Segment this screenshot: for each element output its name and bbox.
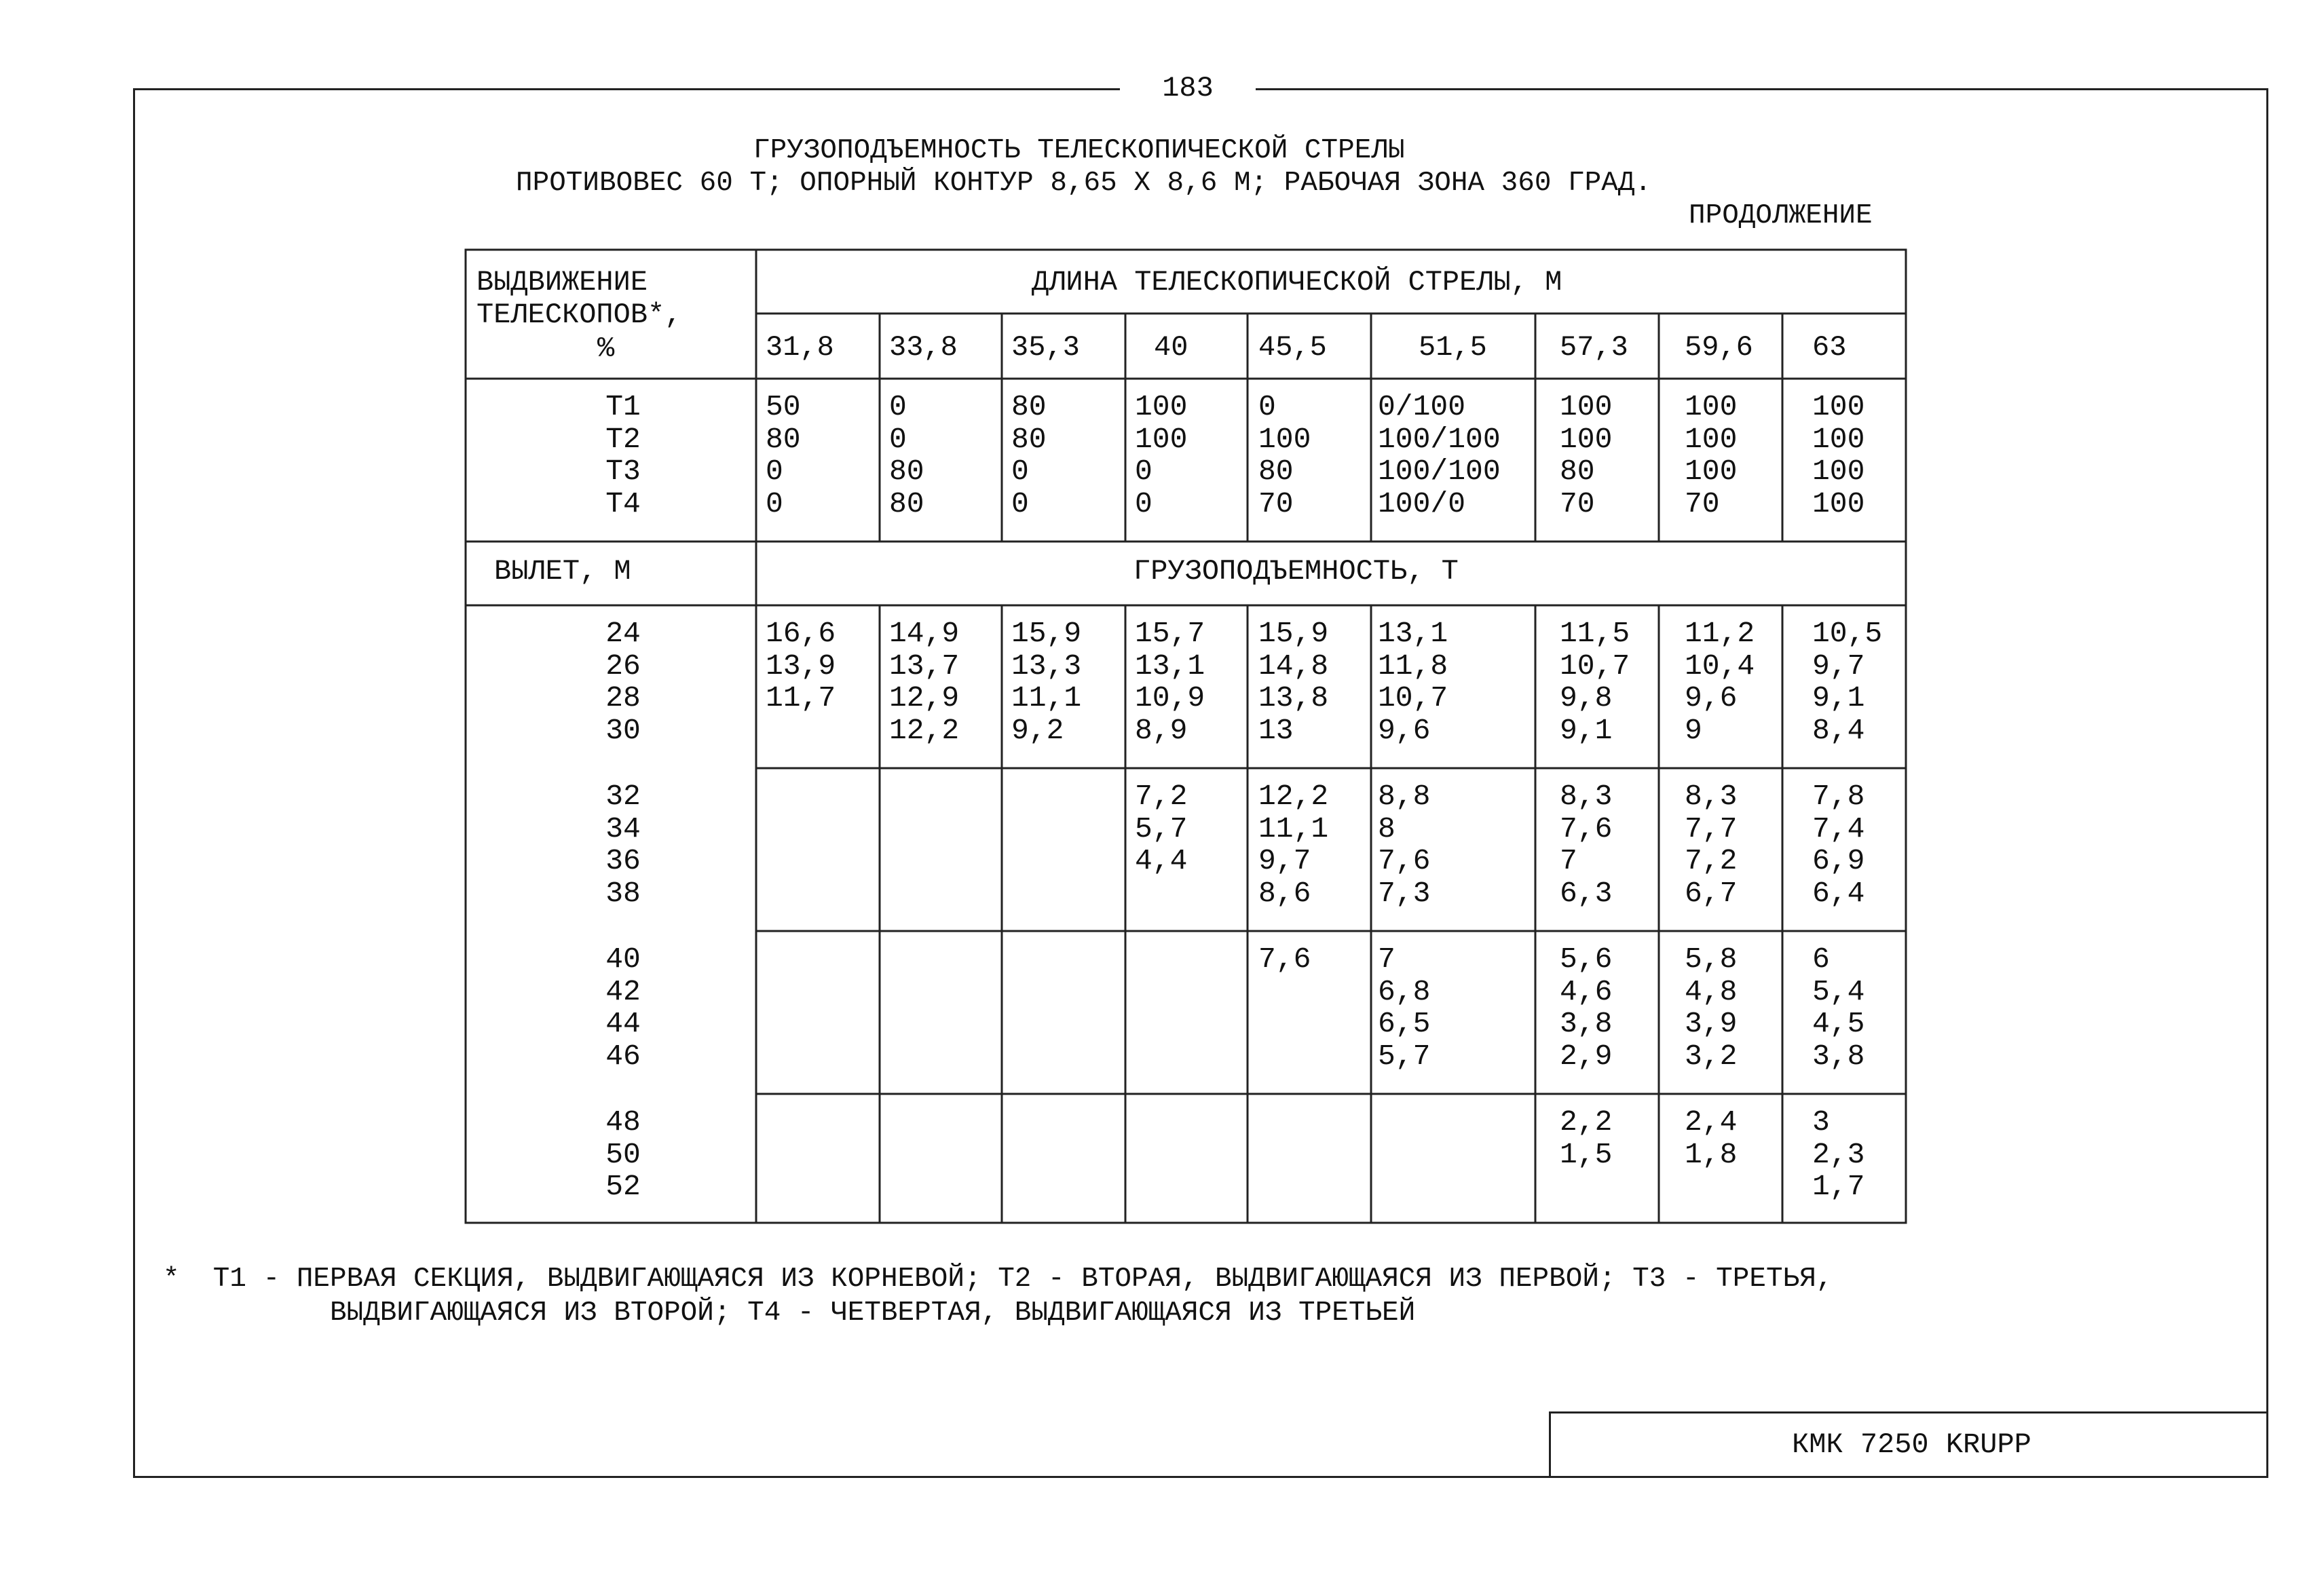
telescope-value: 100: [1812, 455, 1865, 488]
capacity-value: 10,7: [1560, 649, 1630, 683]
telescope-value: 0: [1258, 390, 1276, 423]
telescope-value: 0: [1011, 487, 1029, 520]
telescope-value: 80: [1560, 455, 1595, 488]
telescope-value: 80: [889, 455, 924, 488]
capacity-value: 5,7: [1378, 1039, 1431, 1073]
radius-header: ВЫЛЕТ, М: [494, 555, 631, 588]
capacity-value: 11,7: [766, 681, 836, 715]
length-cell: 59,6: [1685, 331, 1753, 364]
radius-value: 44: [605, 1007, 641, 1040]
capacity-value: 7,6: [1560, 812, 1613, 846]
capacity-value: 6,4: [1812, 876, 1865, 910]
ext-header-line3: %: [597, 333, 615, 365]
capacity-value: 9,1: [1812, 681, 1865, 715]
capacity-value: 6,8: [1378, 974, 1431, 1008]
radius-value: 28: [605, 681, 641, 715]
telescope-value: 100: [1135, 422, 1188, 456]
capacity-value: 9,7: [1258, 844, 1311, 877]
capacity-header: ГРУЗОПОДЪЕМНОСТЬ, Т: [1133, 555, 1459, 588]
length-cell: 35,3: [1011, 331, 1080, 364]
length-cell: 31,8: [766, 331, 834, 364]
telescope-value: 80: [1258, 455, 1294, 488]
capacity-value: 9,7: [1812, 649, 1865, 683]
ext-header-line1: ВЫДВИЖЕНИЕ: [476, 266, 648, 299]
telescope-value: 0: [766, 455, 783, 488]
capacity-value: 7,2: [1685, 844, 1738, 877]
capacity-value: 9,1: [1560, 713, 1613, 747]
length-cell: 57,3: [1560, 331, 1628, 364]
table-subtitle: ПРОТИВОВЕС 60 Т; ОПОРНЫЙ КОНТУР 8,65 X 8,6 М; РАБОЧАЯ ЗОНА 360 ГРАД.: [516, 168, 1652, 199]
telescope-value: 0: [1135, 455, 1152, 488]
capacity-value: 7: [1560, 844, 1577, 877]
capacity-value: 12,2: [1258, 780, 1329, 813]
telescope-value: 100: [1135, 390, 1188, 423]
telescope-value: 70: [1685, 487, 1720, 520]
capacity-value: 3,8: [1812, 1039, 1865, 1073]
ext-header-line2: ТЕЛЕСКОПОВ*,: [476, 299, 682, 331]
telescope-value: 80: [889, 487, 924, 520]
radius-value: 24: [605, 617, 641, 650]
capacity-value: 14,8: [1258, 649, 1329, 683]
telescope-value: 100: [1685, 390, 1738, 423]
capacity-value: 7,6: [1378, 844, 1431, 877]
capacity-value: 3: [1812, 1105, 1830, 1139]
length-cell: 33,8: [889, 331, 958, 364]
capacity-value: 8,9: [1135, 713, 1188, 747]
capacity-value: 2,2: [1560, 1105, 1613, 1139]
capacity-value: 13,1: [1135, 649, 1205, 683]
telescope-label: Т4: [605, 487, 641, 520]
radius-value: 42: [605, 974, 641, 1008]
capacity-value: 5,8: [1685, 943, 1738, 976]
table-title: ГРУЗОПОДЪЕМНОСТЬ ТЕЛЕСКОПИЧЕСКОЙ СТРЕЛЫ: [753, 135, 1405, 166]
telescope-value: 100: [1685, 422, 1738, 456]
capacity-value: 9,6: [1378, 713, 1431, 747]
telescope-value: 80: [1011, 390, 1047, 423]
capacity-value: 8,4: [1812, 713, 1865, 747]
telescope-value: 0: [1011, 455, 1029, 488]
document-code: КМК 7250 KRUPP: [1792, 1428, 2031, 1461]
capacity-value: 8: [1378, 812, 1395, 846]
page-number: 183: [1120, 68, 1256, 109]
telescope-value: 0: [889, 390, 907, 423]
radius-value: 46: [605, 1039, 641, 1073]
capacity-value: 12,2: [889, 713, 960, 747]
capacity-value: 8,8: [1378, 780, 1431, 813]
telescope-value: 0: [766, 487, 783, 520]
capacity-value: 2,9: [1560, 1039, 1613, 1073]
capacity-value: 7,6: [1258, 943, 1311, 976]
telescope-value: 50: [766, 390, 801, 423]
capacity-value: 9,8: [1560, 681, 1613, 715]
capacity-value: 10,7: [1378, 681, 1448, 715]
capacity-value: 7: [1378, 943, 1395, 976]
capacity-value: 3,9: [1685, 1007, 1738, 1040]
radius-value: 40: [605, 943, 641, 976]
telescope-value: 100/100: [1378, 455, 1501, 488]
capacity-value: 11,5: [1560, 617, 1630, 650]
telescope-value: 100: [1685, 455, 1738, 488]
telescope-value: 80: [1011, 422, 1047, 456]
telescope-label: Т2: [605, 422, 641, 456]
radius-value: 48: [605, 1105, 641, 1139]
capacity-value: 5,6: [1560, 943, 1613, 976]
length-cell: 45,5: [1258, 331, 1327, 364]
capacity-value: 13,1: [1378, 617, 1448, 650]
capacity-value: 4,6: [1560, 974, 1613, 1008]
telescope-value: 100/100: [1378, 422, 1501, 456]
capacity-value: 11,8: [1378, 649, 1448, 683]
length-header: ДЛИНА ТЕЛЕСКОПИЧЕСКОЙ СТРЕЛЫ, М: [1032, 266, 1562, 299]
continuation-label: ПРОДОЛЖЕНИЕ: [1689, 200, 1873, 231]
capacity-value: 6,5: [1378, 1007, 1431, 1040]
telescope-value: 100: [1812, 487, 1865, 520]
telescope-label: Т1: [605, 390, 641, 423]
telescope-value: 100: [1560, 422, 1613, 456]
capacity-value: 2,3: [1812, 1137, 1865, 1171]
telescope-label: Т3: [605, 455, 641, 488]
length-cell: 63: [1812, 331, 1847, 364]
footnote-line1: * Т1 - ПЕРВАЯ СЕКЦИЯ, ВЫДВИГАЮЩАЯСЯ ИЗ КОРНЕВОЙ; Т2 - ВТОРАЯ, ВЫДВИГАЮЩАЯСЯ ИЗ ПЕРВОЙ; Т3 - ТРЕТЬЯ,: [163, 1264, 1833, 1295]
capacity-value: 15,9: [1258, 617, 1329, 650]
length-cell: 51,5: [1419, 331, 1487, 364]
capacity-value: 9,6: [1685, 681, 1738, 715]
capacity-value: 10,4: [1685, 649, 1755, 683]
telescope-value: 0/100: [1378, 390, 1466, 423]
capacity-value: 4,8: [1685, 974, 1738, 1008]
radius-value: 52: [605, 1170, 641, 1203]
capacity-value: 7,7: [1685, 812, 1738, 846]
capacity-value: 3,8: [1560, 1007, 1613, 1040]
telescope-value: 100: [1258, 422, 1311, 456]
capacity-value: 2,4: [1685, 1105, 1738, 1139]
capacity-value: 7,4: [1812, 812, 1865, 846]
capacity-value: 13,9: [766, 649, 836, 683]
radius-value: 26: [605, 649, 641, 683]
capacity-value: 7,8: [1812, 780, 1865, 813]
capacity-value: 6,7: [1685, 876, 1738, 910]
telescope-value: 0: [1135, 487, 1152, 520]
radius-value: 30: [605, 713, 641, 747]
capacity-value: 7,2: [1135, 780, 1188, 813]
capacity-value: 13,8: [1258, 681, 1329, 715]
capacity-value: 5,7: [1135, 812, 1188, 846]
telescope-value: 70: [1560, 487, 1595, 520]
capacity-value: 15,7: [1135, 617, 1205, 650]
capacity-value: 8,3: [1560, 780, 1613, 813]
capacity-value: 16,6: [766, 617, 836, 650]
capacity-value: 15,9: [1011, 617, 1082, 650]
capacity-value: 1,7: [1812, 1170, 1865, 1203]
radius-value: 36: [605, 844, 641, 877]
capacity-value: 12,9: [889, 681, 960, 715]
capacity-value: 9,2: [1011, 713, 1064, 747]
capacity-value: 6: [1812, 943, 1830, 976]
capacity-value: 7,3: [1378, 876, 1431, 910]
telescope-value: 100: [1812, 422, 1865, 456]
capacity-value: 1,5: [1560, 1137, 1613, 1171]
capacity-value: 13: [1258, 713, 1294, 747]
capacity-value: 10,9: [1135, 681, 1205, 715]
capacity-value: 6,9: [1812, 844, 1865, 877]
capacity-value: 10,5: [1812, 617, 1883, 650]
capacity-value: 11,1: [1258, 812, 1329, 846]
telescope-value: 100/0: [1378, 487, 1466, 520]
capacity-value: 11,2: [1685, 617, 1755, 650]
telescope-value: 100: [1812, 390, 1865, 423]
footnote-line2: ВЫДВИГАЮЩАЯСЯ ИЗ ВТОРОЙ; Т4 - ЧЕТВЕРТАЯ, ВЫДВИГАЮЩАЯСЯ ИЗ ТРЕТЬЕЙ: [330, 1297, 1416, 1329]
telescope-value: 70: [1258, 487, 1294, 520]
capacity-value: 1,8: [1685, 1137, 1738, 1171]
telescope-value: 80: [766, 422, 801, 456]
radius-value: 50: [605, 1137, 641, 1171]
radius-value: 32: [605, 780, 641, 813]
capacity-value: 13,7: [889, 649, 960, 683]
capacity-value: 6,3: [1560, 876, 1613, 910]
capacity-value: 8,3: [1685, 780, 1738, 813]
capacity-value: 5,4: [1812, 974, 1865, 1008]
capacity-value: 4,4: [1135, 844, 1188, 877]
capacity-value: 14,9: [889, 617, 960, 650]
capacity-value: 8,6: [1258, 876, 1311, 910]
capacity-value: 3,2: [1685, 1039, 1738, 1073]
radius-value: 34: [605, 812, 641, 846]
capacity-value: 11,1: [1011, 681, 1082, 715]
length-cell: 40: [1154, 331, 1188, 364]
capacity-value: 13,3: [1011, 649, 1082, 683]
telescope-value: 100: [1560, 390, 1613, 423]
telescope-value: 0: [889, 422, 907, 456]
radius-value: 38: [605, 876, 641, 910]
capacity-value: 4,5: [1812, 1007, 1865, 1040]
capacity-value: 9: [1685, 713, 1702, 747]
